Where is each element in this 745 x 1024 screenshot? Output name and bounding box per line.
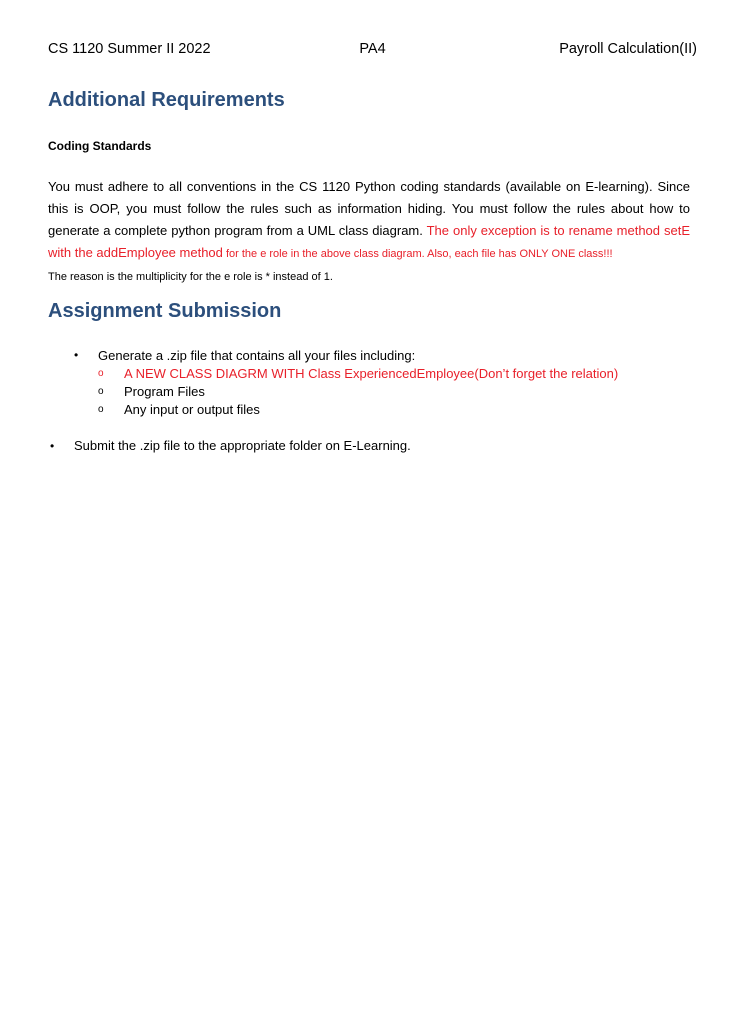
list-item — [50, 438, 411, 453]
header-title: Payroll Calculation(II) — [559, 41, 697, 57]
circle-bullet-icon: o — [98, 385, 104, 397]
header-course: CS 1120 Summer II 2022 — [48, 41, 211, 57]
circle-bullet-icon: o — [98, 403, 104, 415]
bullet-text: Generate a .zip file that contains all your files including: — [98, 347, 416, 363]
sub-list-item — [74, 400, 618, 418]
list-item — [74, 346, 618, 364]
bullet-text: Submit the .zip file to the appropriate folder on E-Learning. — [74, 438, 411, 453]
sub-item-text: Any input or output files — [124, 401, 260, 417]
paragraph-text: You must adhere to all conventions in the CS 1120 Python coding standards (available on E-learning). Since this is OOP, you must follow the rules such as information hiding. You must follow the rules about how to generate a complete python program from a UML class diagram. — [48, 179, 690, 238]
bullet-icon: • — [50, 438, 55, 453]
sub-item-text: Program Files — [124, 383, 205, 399]
sub-list-item — [74, 382, 618, 400]
header-assignment: PA4 — [359, 41, 386, 57]
additional-requirements-heading: Additional Requirements — [48, 89, 285, 111]
assignment-submission-heading: Assignment Submission — [48, 300, 282, 322]
paragraph-exception-note: for the e role in the above class diagram. Also, each file has ONLY ONE class!!! — [222, 248, 613, 260]
sub-list-item — [74, 364, 618, 382]
paragraph-exception-text: The only exception is to rename method setE with the addEmployee method — [48, 223, 690, 260]
sub-item-text: A NEW CLASS DIAGRM WITH Class ExperiencedEmployee(Don’t forget the relation) — [124, 365, 619, 381]
paragraph-reason-note: The reason is the multiplicity for the e role is * instead of 1. — [48, 271, 333, 283]
submission-list — [74, 346, 618, 418]
circle-bullet-icon: o — [98, 367, 104, 379]
page-header — [48, 38, 697, 60]
bullet-icon: • — [74, 348, 79, 362]
coding-standards-paragraph — [48, 176, 690, 288]
coding-standards-subheading: Coding Standards — [48, 139, 152, 153]
